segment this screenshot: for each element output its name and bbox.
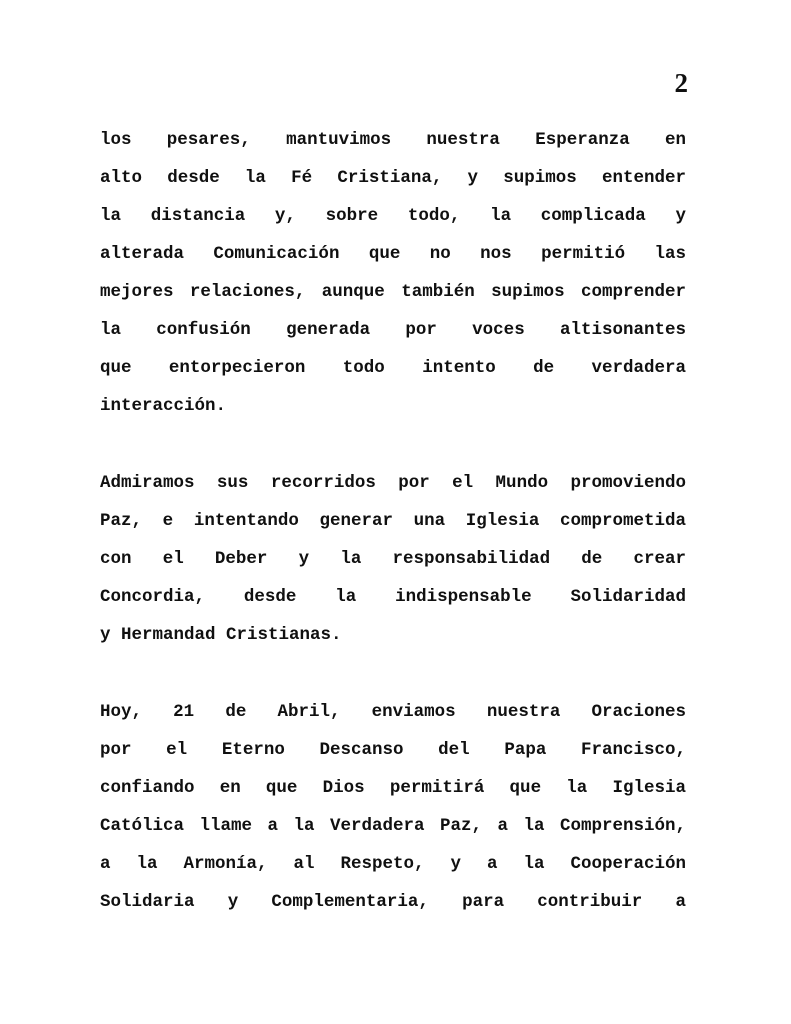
text-line: mejores relaciones, aunque también supimos comprender (100, 282, 686, 302)
text-line: que entorpecieron todo intento de verdadera (100, 358, 686, 378)
text-line: alto desde la Fé Cristiana, y supimos entender (100, 168, 686, 188)
text-line: confiando en que Dios permitirá que la Iglesia (100, 778, 686, 798)
text-line: Concordia, desde la indispensable Solidaridad (100, 587, 686, 607)
text-line: interacción. (100, 396, 227, 416)
text-line: y Hermandad Cristianas. (100, 625, 342, 645)
text-line: los pesares, mantuvimos nuestra Esperanza en (100, 130, 686, 150)
text-line: Admiramos sus recorridos por el Mundo promoviendo (100, 473, 686, 493)
text-line: Hoy, 21 de Abril, enviamos nuestra Oraciones (100, 702, 686, 722)
text-line: Solidaria y Complementaria, para contribuir a (100, 892, 686, 912)
text-line: a la Armonía, al Respeto, y a la Cooperación (100, 854, 686, 874)
text-line: por el Eterno Descanso del Papa Francisco, (100, 740, 686, 760)
text-line: Paz, e intentando generar una Iglesia comprometida (100, 511, 686, 531)
text-line: la confusión generada por voces altisonantes (100, 320, 686, 340)
document-body (100, 121, 686, 960)
paragraph (100, 464, 686, 654)
paragraph (100, 121, 686, 425)
text-line: con el Deber y la responsabilidad de crear (100, 549, 686, 569)
text-line: la distancia y, sobre todo, la complicada y (100, 206, 686, 226)
page-number: 2 (674, 68, 688, 98)
text-line: alterada Comunicación que no nos permitió las (100, 244, 686, 264)
text-line: Católica llame a la Verdadera Paz, a la Comprensión, (100, 816, 686, 836)
paragraph (100, 693, 686, 921)
